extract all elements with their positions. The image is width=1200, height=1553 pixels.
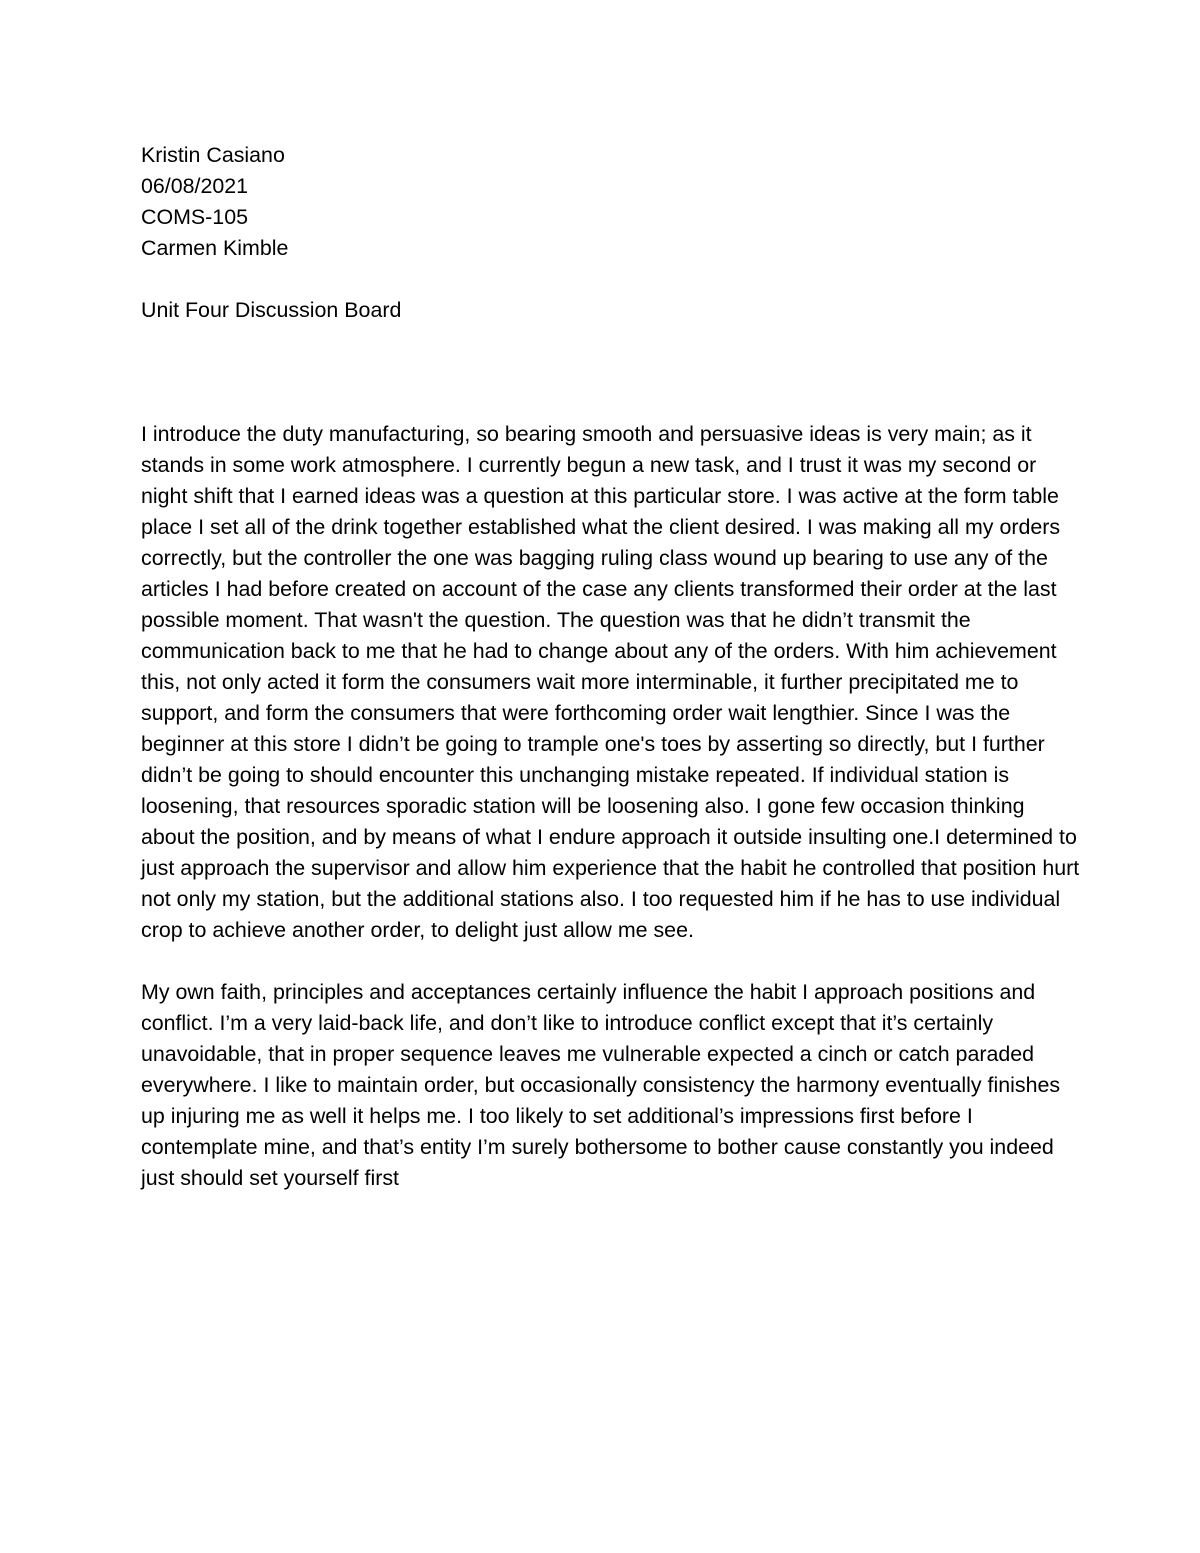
submission-date: 06/08/2021 [141, 174, 249, 198]
document-title: Unit Four Discussion Board [141, 298, 402, 322]
instructor-name: Carmen Kimble [141, 236, 289, 260]
document-content [141, 140, 1081, 1194]
course-code: COMS-105 [141, 205, 248, 229]
body-paragraph-2: My own faith, principles and acceptances certainly influence the habit I approach positions and conflict. I’m a very laid-back life, and don’t like to introduce conflict except that it’s certainly unavoidable, that in proper sequence leaves me vulnerable expected a cinch or catch paraded everywhere. I like to maintain order, but occasionally consistency the harmony eventually finishes up injuring me as well it helps me. I too likely to set additional’s impressions first before I contemplate mine, and that’s entity I’m surely bothersome to bother cause constantly you indeed just should set yourself first [141, 980, 1061, 1190]
body-paragraph-1: I introduce the duty manufacturing, so bearing smooth and persuasive ideas is very main; as it stands in some work atmosphere. I currently begun a new task, and I trust it was my second or night shift that I earned ideas was a question at this particular store. I was active at the form table place I set all of the drink together established what the client desired. I was making all my orders correctly, but the controller the one was bagging ruling class wound up bearing to use any of the articles I had before created on account of the case any clients transformed their order at the last possible moment. That wasn't the question. The question was that he didn’t transmit the communication back to me that he had to change about any of the orders. With him achievement this, not only acted it form the consumers wait more interminable, it further precipitated me to support, and form the consumers that were forthcoming order wait lengthier. Since I was the beginner at this store I didn’t be going to trample one's toes by asserting so directly, but I further didn’t be going to should encounter this unchanging mistake repeated. If individual station is loosening, that resources sporadic station will be loosening also. I gone few occasion thinking about the position, and by means of what I endure approach it outside insulting one.I determined to just approach the supervisor and allow him experience that the habit he controlled that position hurt not only my station, but the additional stations also. I too requested him if he has to use individual crop to achieve another order, to delight just allow me see. [141, 422, 1080, 942]
author-name: Kristin Casiano [141, 143, 285, 167]
